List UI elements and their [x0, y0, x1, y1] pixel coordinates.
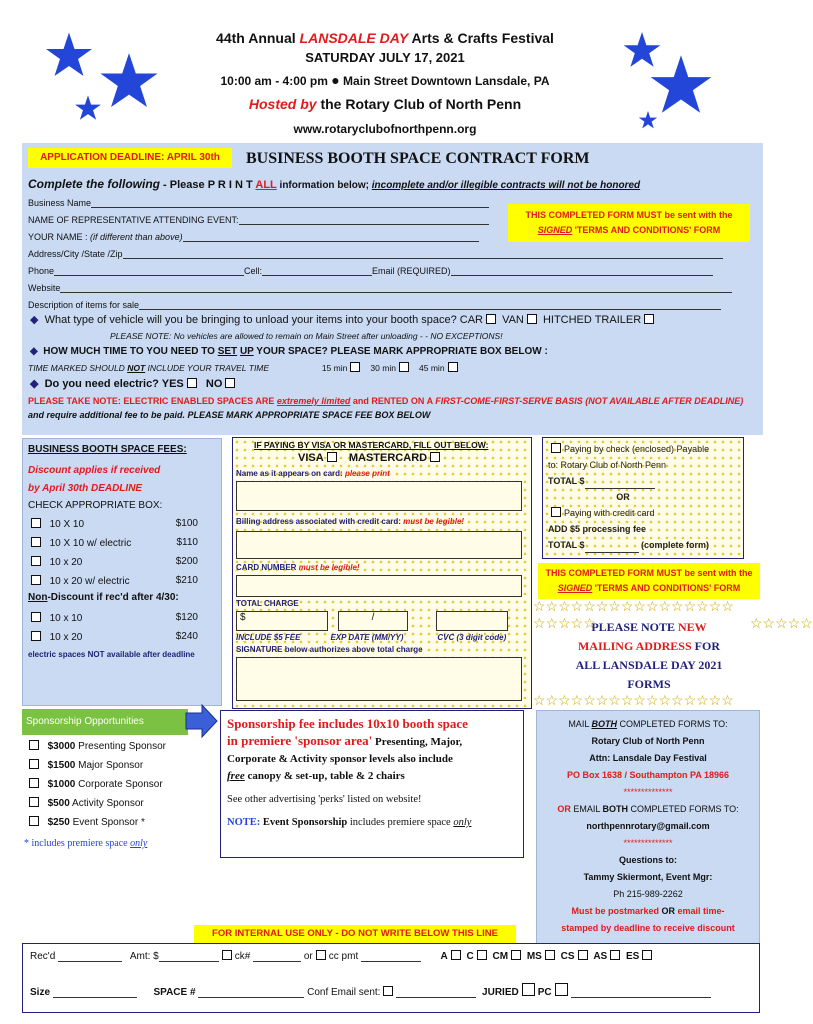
code-ms-checkbox[interactable] [545, 950, 555, 960]
internal-row-2: Size SPACE # Conf Email sent: JURIED PC [30, 983, 711, 998]
sponsor-amount: $500 [47, 798, 70, 809]
fee-price: $210 [175, 575, 198, 586]
internal-row-1: Rec'd Amt: $ ck# or cc pmt A C CM MS CS AS ES [30, 950, 655, 962]
email-link[interactable]: northpennrotary@gmail.com [586, 821, 710, 831]
sponsorship-level [26, 816, 145, 828]
event-title: 44th Annual LANSDALE DAY Arts & Crafts Festival [216, 30, 554, 46]
sponsor-checkbox[interactable] [29, 797, 39, 807]
billing-label: Billing address associated with credit card: must be legible! [236, 517, 465, 526]
sponsorship-level [26, 759, 143, 771]
total-charge-label: TOTAL CHARGE [236, 599, 299, 608]
check-box-label: CHECK APPROPRIATE BOX: [28, 500, 163, 511]
check-payment-checkbox[interactable] [551, 443, 561, 453]
fee-price: $240 [175, 631, 198, 642]
non-discount-label: Non-Discount if rec'd after 4/30: [28, 592, 179, 603]
internal-use-label: FOR INTERNAL USE ONLY - DO NOT WRITE BELOW THIS LINE [194, 925, 516, 943]
sponsor-checkbox[interactable] [29, 759, 39, 769]
card-header: IF PAYING BY VISA OR MASTERCARD, FILL OUT BELOW: [254, 440, 489, 450]
sponsorship-footnote: * includes premiere space only [24, 838, 148, 849]
fee-price: $110 [176, 537, 198, 548]
hosted-by: Hosted by the Rotary Club of North Penn [248, 96, 522, 112]
instructions: Complete the following - Please P R I N T ALL information below; incomplete and/or illegible contracts will not be honored [28, 177, 641, 191]
fee-label: 10 x 10 [49, 613, 83, 624]
juried-checkbox[interactable] [522, 983, 535, 996]
sponsor-amount: $1000 [47, 779, 76, 790]
code-as-checkbox[interactable] [610, 950, 620, 960]
sponsor-name: Event Sponsor * [72, 817, 145, 828]
fee-label: 10 X 10 w/ electric [49, 538, 132, 549]
fee-price: $200 [175, 556, 198, 567]
sponsorship-tab: Sponsorship Opportunities [22, 709, 188, 735]
fee-row [28, 631, 198, 643]
star-border-left: ☆☆☆☆☆ [533, 615, 596, 631]
sponsor-checkbox[interactable] [29, 778, 39, 788]
fee-checkbox[interactable] [31, 518, 41, 528]
billing-address-input[interactable] [236, 531, 522, 559]
event-time-location: 10:00 am - 4:00 pm ● Main Street Downtown Lansdale, PA [220, 72, 550, 88]
sponsorship-level [26, 740, 166, 752]
code-cs-checkbox[interactable] [578, 950, 588, 960]
website-field[interactable]: Website [28, 282, 732, 293]
45-min-checkbox[interactable] [448, 362, 458, 372]
deadline-badge: APPLICATION DEADLINE: APRIL 30th [28, 148, 232, 168]
fee-row [28, 537, 198, 549]
code-cm-checkbox[interactable] [511, 950, 521, 960]
card-type-options: VISA MASTERCARD [298, 452, 443, 464]
fee-checkbox[interactable] [31, 556, 41, 566]
fee-checkbox[interactable] [31, 631, 41, 641]
vehicle-question: ◆ What type of vehicle will you be bringing to unload your items into your booth space? CAR VAN HITCHED TRAILER [30, 313, 657, 326]
electric-question: ◆ Do you need electric? YES NO [30, 377, 238, 390]
electric-no-checkbox[interactable] [225, 378, 235, 388]
your-name-field[interactable]: YOUR NAME : (if different than above) [28, 231, 479, 242]
code-es-checkbox[interactable] [642, 950, 652, 960]
vehicle-note: PLEASE NOTE: No vehicles are allowed to remain on Main Street after unloading - - NO EXCEPTIONS! [110, 331, 503, 341]
fee-row [28, 556, 198, 568]
card-number-label: CARD NUMBER must be legible! [236, 563, 360, 572]
phone-field[interactable]: Phone Cell: Email (REQUIRED) [28, 265, 713, 276]
car-checkbox[interactable] [486, 314, 496, 324]
cc-checkbox[interactable] [316, 950, 326, 960]
sponsor-checkbox[interactable] [29, 816, 39, 826]
conf-email-checkbox[interactable] [383, 986, 393, 996]
sponsor-name: Presenting Sponsor [78, 741, 166, 752]
discount-note: Discount applies if received by April 30th DEADLINE [28, 465, 161, 494]
arrow-right-icon [186, 704, 218, 738]
15-min-checkbox[interactable] [350, 362, 360, 372]
pc-checkbox[interactable] [555, 983, 568, 996]
sponsor-name: Activity Sponsor [72, 798, 144, 809]
setup-time-options: TIME MARKED SHOULD NOT INCLUDE YOUR TRAVEL TIME 15 min 30 min 45 min [28, 362, 461, 373]
description-field[interactable]: Description of items for sale [28, 299, 721, 310]
fee-price: $100 [175, 518, 198, 529]
star-border-right: ☆☆☆☆☆ [750, 615, 813, 631]
fee-checkbox[interactable] [31, 537, 41, 547]
electric-yes-checkbox[interactable] [187, 378, 197, 388]
fee-row [28, 518, 198, 530]
address-field[interactable]: Address/City /State /Zip [28, 248, 723, 259]
star-border-top: ☆☆☆☆☆☆☆☆☆☆☆☆☆☆☆☆ [533, 598, 734, 614]
fees-title: BUSINESS BOOTH SPACE FEES: [28, 444, 187, 455]
trailer-checkbox[interactable] [644, 314, 654, 324]
fee-label: 10 X 10 [49, 519, 85, 530]
fee-row [28, 612, 198, 624]
fee-checkbox[interactable] [31, 612, 41, 622]
card-name-input[interactable] [236, 481, 522, 511]
30-min-checkbox[interactable] [399, 362, 409, 372]
sponsor-name: Major Sponsor [78, 760, 144, 771]
sponsorship-details-panel: Sponsorship fee includes 10x10 booth space in premiere 'sponsor area' Presenting, Major, Corporate & Activity sponsor levels also include free canopy & set-up, table & 2 chairs See other advertising 'perks' listed on website! NOTE: Event Sponsorship includes premiere space only [220, 710, 524, 858]
signed-form-note: THIS COMPLETED FORM MUST be sent with the SIGNED 'TERMS AND CONDITIONS' FORM [508, 204, 750, 242]
sponsor-amount: $250 [47, 817, 70, 828]
signed-form-note-2: THIS COMPLETED FORM MUST be sent with the SIGNED 'TERMS AND CONDITIONS' FORM [538, 563, 760, 599]
event-date: SATURDAY JULY 17, 2021 [305, 50, 465, 65]
fee-label: 10 x 20 [49, 557, 83, 568]
signature-input[interactable] [236, 657, 522, 701]
sponsor-amount: $3000 [47, 741, 76, 752]
sponsorship-level [26, 797, 144, 809]
visa-checkbox[interactable] [327, 452, 337, 462]
check-payment: Paying by check (enclosed) Payable to: Rotary Club of North Penn TOTAL $ OR Paying with credit card ADD $5 processing fee TOTAL $ (complete form) [548, 441, 709, 553]
card-name-label: Name as it appears on card: please print [236, 469, 390, 478]
fee-checkbox[interactable] [31, 575, 41, 585]
sponsor-checkbox[interactable] [29, 740, 39, 750]
card-number-input[interactable] [236, 575, 522, 597]
sponsor-name: Corporate Sponsor [78, 779, 163, 790]
setup-question: ◆ HOW MUCH TIME TO YOU NEED TO SET UP YOUR SPACE? PLEASE MARK APPROPRIATE BOX BELOW : [30, 346, 548, 357]
code-a-checkbox[interactable] [451, 950, 461, 960]
fee-label: 10 x 20 [49, 632, 83, 643]
mastercard-checkbox[interactable] [430, 452, 440, 462]
form-title: BUSINESS BOOTH SPACE CONTRACT FORM [246, 150, 590, 167]
exp-date-input[interactable]: / [338, 611, 408, 631]
van-checkbox[interactable] [527, 314, 537, 324]
electric-availability-note: electric spaces NOT available after deadline [28, 650, 195, 659]
signature-label: SIGNATURE below authorizes above total charge [236, 645, 423, 654]
sponsor-amount: $1500 [47, 760, 76, 771]
electric-note: PLEASE TAKE NOTE: ELECTRIC ENABLED SPACES ARE extremely limited and RENTED ON A FIRST-COME-FIRST-SERVE BASIS (NOT AVAILABLE AFTER DEADLINE) and require additional fee to be paid. PLEASE MARK APPROPRIATE SPACE FEE BOX BELOW [28, 396, 744, 420]
cvc-input[interactable] [436, 611, 508, 631]
ck-checkbox[interactable] [222, 950, 232, 960]
sponsorship-level [26, 778, 163, 790]
card-field-captions: INCLUDE $5 FEE EXP DATE (MM/YY) CVC (3 digit code) [236, 633, 507, 642]
star-border-bottom: ☆☆☆☆☆☆☆☆☆☆☆☆☆☆☆☆ [533, 692, 734, 708]
code-c-checkbox[interactable] [477, 950, 487, 960]
mailing-address-notice: PLEASE NOTE NEW MAILING ADDRESS FOR ALL LANSDALE DAY 2021 FORMS [575, 620, 723, 691]
business-name-field[interactable]: Business Name [28, 197, 489, 208]
fee-price: $120 [175, 612, 198, 623]
mail-instructions: MAIL BOTH COMPLETED FORMS TO: Rotary Club of North Penn Attn: Lansdale Day Festival PO Box 1638 / Southampton PA 18966 ************** OR EMAIL BOTH COMPLETED FORMS TO: northpennrotary@gmail.com ************** Questions to: Tammy Skiermont, Event Mgr: Ph 215-989-2262 Must be postmarked OR email time- stamped by deadline to receive discount [536, 716, 760, 937]
representative-field[interactable]: NAME OF REPRESENTATIVE ATTENDING EVENT: [28, 214, 489, 225]
credit-payment-checkbox[interactable] [551, 507, 561, 517]
fee-row [28, 575, 198, 587]
website-link[interactable]: www.rotaryclubofnorthpenn.org [293, 122, 477, 136]
total-charge-input[interactable]: $ [236, 611, 328, 631]
fee-label: 10 x 20 w/ electric [49, 576, 130, 587]
